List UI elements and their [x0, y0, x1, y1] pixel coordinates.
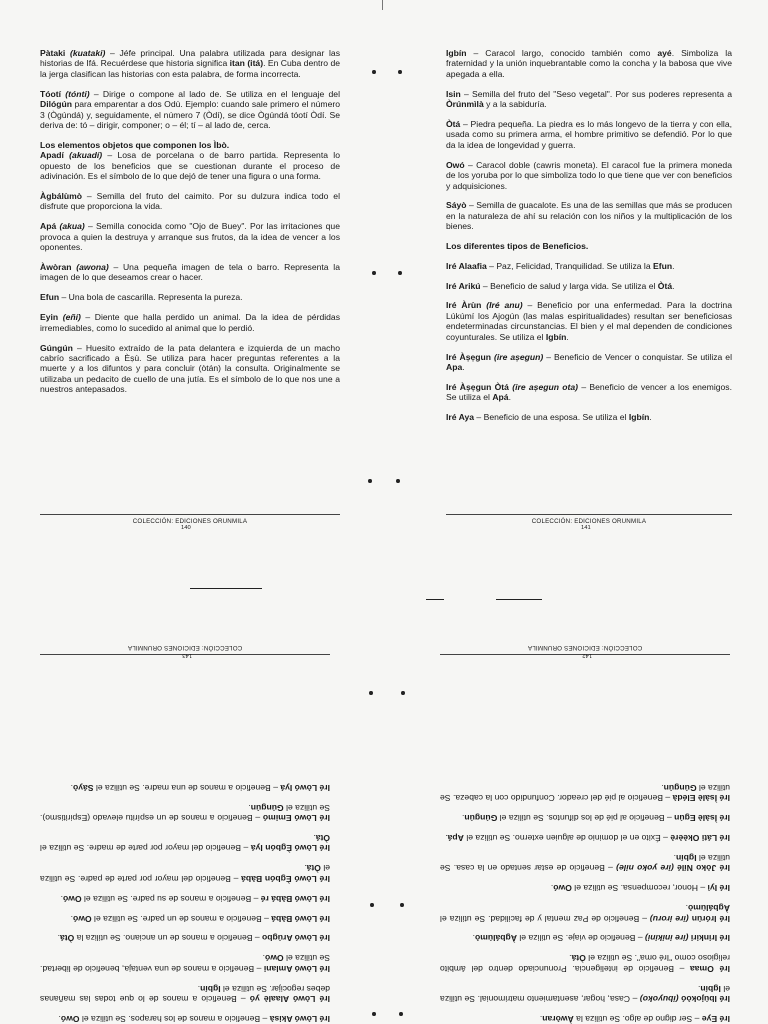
entry-term: Iré Àṣẹgun Òtá: [446, 381, 509, 392]
binder-hole: [372, 1012, 376, 1016]
glossary-entry: [40, 833, 330, 854]
entry-term: Iré Alaafia: [446, 260, 487, 271]
entry-term: Iré Àrùn: [446, 300, 482, 311]
glossary-entry: [40, 983, 330, 1004]
entry-alias: (tónti): [61, 88, 90, 99]
entry-definition: – Semilla del fruto del "Seso vegetal". Por sus poderes representa a: [460, 88, 732, 99]
entry-definition: – Beneficio de viaje. Se utiliza el: [516, 933, 645, 944]
entry-definition: – Beneficio a manos de los harapos. Se utiliza el: [79, 1014, 270, 1024]
entry-term: Iré Lòwó Bàbá ré: [260, 893, 330, 904]
entry-reference: Òtá: [657, 280, 673, 291]
entry-tail: .: [685, 903, 688, 914]
entry-term: Àwòran: [40, 262, 72, 272]
page-number: 143: [182, 652, 192, 658]
entry-alias: (akuadí): [63, 150, 103, 161]
glossary-entry: [40, 863, 330, 884]
page-number: 142: [582, 652, 592, 658]
entry-definition: – Ser digno de algo. Se utiliza la: [573, 1014, 702, 1024]
entry-tail: .: [661, 782, 664, 793]
entry-tail: .: [539, 1014, 543, 1024]
binder-hole: [370, 903, 374, 907]
entry-reference: itan (itá): [229, 58, 264, 69]
entry-reference: Sáyò: [72, 782, 94, 793]
glossary-entry: [40, 191, 340, 212]
entry-tail: y a la sabiduría.: [483, 99, 547, 110]
glossary-entry: [40, 933, 330, 943]
entry-reference: Apa: [446, 361, 463, 372]
footer-collection: COLECCIÓN: EDICIONES ORUNMILA: [127, 644, 243, 651]
entry-tail: .: [313, 833, 316, 844]
entry-alias: (eñí): [58, 312, 81, 323]
scan-dash: [496, 599, 542, 600]
entry-term: Iré Ibùjokòó: [681, 994, 730, 1005]
page-142-inverted: [440, 640, 730, 1024]
glossary-entry: [446, 160, 732, 191]
entry-term: Iré Ìsàlè Egún: [674, 813, 730, 824]
entry-reference: Gúngún: [663, 782, 697, 793]
entry-tail: .: [569, 953, 572, 964]
entry-alias: (ire iroru): [649, 913, 692, 924]
section-heading: Los diferentes tipos de Beneficios.: [446, 241, 589, 252]
entry-tail: .: [197, 983, 201, 994]
entry-term: Iré Lòwó Ègbón Iyá: [250, 843, 330, 854]
glossary-entry: [40, 221, 340, 252]
entry-term: Iré Lòwó Amlani: [263, 963, 330, 974]
binder-hole: [401, 691, 405, 695]
entry-definition: – Beneficio al pié de los difuntos. Se utiliza el: [497, 813, 675, 824]
glossary-entry: [40, 802, 330, 823]
entry-reference: Àgbálùmò: [474, 933, 517, 944]
entry-definition: – Beneficio del mayor por parte de padre. Se utiliza el: [40, 863, 330, 884]
entry-alias: (ibuyoko): [639, 994, 682, 1005]
entry-tail: .: [698, 983, 701, 994]
entry-reference: Gúngún: [250, 802, 284, 813]
scan-dash: [190, 588, 262, 589]
page-number: 140: [181, 525, 191, 531]
entry-reference: Igbín: [628, 412, 650, 423]
entry-tail: .: [60, 893, 63, 904]
entry-tail: .: [673, 852, 677, 863]
glossary-entry: [446, 89, 732, 110]
entry-tail: .: [472, 933, 475, 944]
entry-term: Iré Lòwó Akisà: [269, 1014, 330, 1024]
entry-term: Iré Irinkiri: [690, 933, 730, 944]
entry-alias: (ire aṣegun ota): [508, 381, 579, 392]
entry-definition: – Beneficio de salud y larga vida. Se utiliza el: [480, 280, 658, 291]
entry-tail: .: [672, 260, 675, 271]
entry-definition: – Beneficio de vencer a los enemigos. Se utiliza el: [446, 381, 732, 403]
entry-reference: Àgbálùmò: [687, 903, 730, 914]
entry-term: Àgbálùmò: [40, 190, 83, 201]
entry-alias: (ire aṣegun): [491, 351, 544, 362]
entry-reference: Igbín: [200, 983, 221, 994]
entry-definition: – Beneficio del mayor por parte de madre. Se utiliza el: [40, 843, 251, 854]
entry-term: Iré Iyì: [707, 883, 730, 894]
entry-reference: Igbín: [545, 331, 567, 342]
entry-reference: Igbín: [676, 852, 697, 863]
glossary-entry: [40, 292, 340, 302]
entry-tail: .: [304, 863, 307, 874]
entry-definition: – Honor, recompensa. Se utiliza el: [571, 883, 708, 894]
entry-definition: – Beneficio a manos de un espíritu elevado (Espiritismo). Se utiliza el: [40, 802, 330, 824]
entry-tail: .: [70, 782, 73, 793]
glossary-entry: [440, 833, 730, 843]
entry-reference: Apá: [492, 392, 509, 403]
entry-term: Iré Lòwó Iyá: [280, 782, 330, 793]
entry-definition: – Una bola de cascarilla. Representa la pureza.: [59, 292, 243, 303]
glossary-entry: [446, 300, 732, 342]
entry-reference: Àwòran: [542, 1014, 574, 1024]
entry-tail: .: [58, 1014, 61, 1024]
entry-tail: . En Cuba dentro de la jerga clasifican las historias con esta palabra, de forma incorrecta.: [40, 58, 340, 79]
entry-reference: Òrúnmìlà: [446, 99, 484, 110]
entry-term: Apá: [40, 221, 57, 232]
entry-definition: – Diente que halla perdido un animal. Da la idea de pérdidas irremediables, como lo sucedido al animal que lo perdió.: [40, 312, 340, 333]
page-143-inverted: [40, 640, 330, 1024]
glossary-entry: [440, 903, 730, 924]
entry-tail: .: [462, 813, 465, 824]
glossary-entry: [440, 853, 730, 874]
entry-term: Iré Láti Okèèrè: [670, 833, 730, 844]
entry-alias: (ire inikini): [644, 933, 691, 944]
glossary-entry: [446, 200, 732, 231]
entry-definition: – Caracol largo, conocido también como: [466, 48, 658, 58]
glossary-entry: [440, 1014, 730, 1024]
entry-reference: Òtá: [306, 863, 321, 874]
entry-definition: – Beneficio a manos de un padre. Se utiliza el: [91, 913, 272, 924]
entry-definition: – Paz, Felicidad, Tranquilidad. Se utiliza la: [486, 260, 654, 271]
entry-term: Gúngún: [40, 342, 73, 353]
glossary-entry: [40, 893, 330, 903]
entry-term: Owó: [446, 159, 465, 170]
entry-reference: Owó: [73, 913, 92, 924]
section-heading: Los elementos objetos que componen los Ìbò.: [40, 139, 230, 150]
glossary-entry: [440, 953, 730, 974]
binder-hole: [400, 903, 404, 907]
entry-term: Iré Jòko Nílé: [677, 863, 730, 874]
entry-alias: (awona): [71, 262, 109, 272]
entry-definition: – Beneficio a manos de su padre. Se utiliza el: [81, 893, 261, 904]
entry-definition: – Semilla del fruto del caimito. Por su dulzura indica todo el disfrute que proporciona la vida.: [40, 190, 340, 212]
glossary-entry: [446, 412, 732, 422]
entry-definition: – Beneficio por una enfermedad. Para la doctrina Lúkúmí los Ajogún (las malas espiritualidades) resultan ser beneficiosas endeterminadas circunstancias. El bien y el mal dependen de condiciones coyunturales. Se utiliza el: [446, 300, 732, 342]
binder-hole: [399, 1012, 403, 1016]
binder-hole: [368, 479, 372, 483]
entry-definition: – Semilla conocida como "Ojo de Buey". Por las irritaciones que provoca a quien la destruya y arranque sus frutos, da la idea de vencer a los oponentes.: [40, 221, 340, 253]
entry-term: Sáyò: [446, 200, 467, 211]
footer-collection: COLECCIÓN: EDICIONES ORUNMILA: [531, 518, 647, 525]
glossary-entry: [40, 913, 330, 923]
entry-reference: Òtá: [315, 833, 330, 844]
entry-definition: – Beneficio a manos de una ventaja, beneficio de libertad. Se utiliza el: [40, 953, 330, 974]
binder-hole: [369, 691, 373, 695]
entry-tail: .: [445, 833, 448, 844]
glossary-entry: [40, 48, 340, 79]
entry-alias: (kuataki): [65, 48, 106, 58]
entry-definition: – Beneficio de una esposa. Se utiliza el: [474, 412, 629, 423]
entry-reference: Owó: [60, 1014, 80, 1024]
glossary-entry: [40, 953, 330, 974]
entry-reference: Owó: [553, 883, 572, 894]
entry-definition: – Beneficio a manos de un anciano. Se utiliza la: [74, 933, 263, 944]
entry-definition: – Beneficio de Vencer o conquistar. Se utiliza el: [543, 351, 732, 362]
glossary-entry: [40, 1014, 330, 1024]
page-140: [40, 48, 340, 558]
entry-tail: .: [70, 913, 73, 924]
entry-reference: Gúngún: [464, 813, 498, 824]
footer-collection: COLECCIÓN: EDICIONES ORUNMILA: [132, 518, 248, 525]
entry-reference: Òtá: [59, 933, 75, 944]
entry-definition: – Una pequeña imagen de tela o barro. Representa la imagen de lo que deseamos crear o hacer.: [40, 262, 340, 283]
entry-reference: Owó: [265, 953, 284, 964]
glossary-entry: [440, 782, 730, 803]
entry-term: Iré Lòwó Emimó: [262, 813, 330, 824]
entry-term: Iré Aya: [446, 412, 475, 423]
entry-definition: – Beneficio de inteligencia. Pronunciado dentro del ámbito religioso como "Iré oma". Se utiliza el: [440, 953, 730, 974]
entry-reference: Igbín: [700, 983, 721, 994]
entry-tail: .: [262, 953, 266, 964]
glossary-entry: [440, 983, 730, 1004]
entry-definition: – Éxito en el dominio de alguien externo. Se utiliza el: [463, 833, 671, 844]
footer-rule: [446, 514, 732, 515]
entry-term: Tóotí: [40, 88, 61, 99]
entries-column: [40, 48, 340, 404]
entry-tail: .: [462, 361, 465, 372]
glossary-entry: [40, 262, 340, 283]
entry-tail: .: [672, 280, 675, 291]
footer-collection: COLECCIÓN: EDICIONES ORUNMILA: [527, 644, 643, 651]
scan-dash: [426, 599, 444, 600]
entry-definition: – Piedra pequeña. La piedra es lo más longevo de la tierra y con ella, usada como su primera arma, el hombre primitivo se defendió. Por lo que da la idea de longevidad y guerra.: [446, 119, 732, 150]
binder-hole: [398, 70, 402, 74]
entries-column: [446, 48, 732, 432]
entry-term: Iré Àṣẹgun: [446, 351, 491, 362]
binder-hole: [398, 271, 402, 275]
glossary-entry: [40, 782, 330, 792]
glossary-entry: [446, 261, 732, 271]
entry-term: Pàtaki: [40, 48, 66, 58]
entry-term: Iré Irórùn: [691, 913, 730, 924]
entry-tail: .: [566, 331, 569, 342]
entry-reference: Efun: [653, 260, 673, 271]
entry-reference: Òtá: [571, 953, 586, 964]
entry-alias: (akua): [56, 221, 85, 232]
entry-term: Apadí: [40, 150, 64, 161]
page-141: [446, 48, 732, 558]
entry-term: Isin: [446, 88, 461, 99]
entry-term: Òtá: [446, 119, 461, 130]
entry-definition: – Dirige o compone al lado de. Se utiliza en el lenguaje del: [89, 88, 340, 99]
entry-reference: Apá: [447, 833, 464, 844]
entry-definition: – Caracol doble (cawris moneta). El caracol fue la primera moneda de los yoruba por lo que simboliza todo lo que tiene que ver con beneficios y adquisiciones.: [446, 159, 732, 191]
entry-alias: (ire yoko nile): [616, 863, 678, 874]
entry-tail: .: [57, 933, 60, 944]
entry-definition: – Casa, hogar, asentamiento matrimonial. Se utiliza el: [440, 983, 730, 1005]
glossary-entry: [40, 89, 340, 131]
entry-tail: .: [649, 412, 652, 423]
entry-definition: – Huesito extraído de la pata delantera e izquierda de un macho cabrío sacrificado a Èṣù. Se utiliza para hacer preguntas referentes a la muerte y a los difuntos y para concluir (òtán) la consulta. Originalmente se utilizaba un pedacito de cuello de una jutía. Es el símbolo de lo que nos une a nuestros antepasados.: [40, 342, 340, 395]
entry-tail: .: [550, 883, 554, 894]
footer-rule: [40, 514, 340, 515]
glossary-entry: [446, 48, 732, 79]
entry-definition: – Losa de porcelana o de barro partida. Representa lo opuesto de los beneficios que se cuestionan durante el proceso de adivinación. Es el símbolo de lo que dejó de tener una figura o una forma.: [40, 150, 340, 182]
entry-definition: – Beneficio de estar sentado en la casa. Se utiliza el: [440, 852, 730, 874]
scan-tick: [382, 0, 383, 10]
page-number: 141: [581, 525, 591, 531]
glossary-entry: [440, 933, 730, 943]
entries-column: [440, 773, 730, 1024]
entries-column: [40, 773, 330, 1024]
entry-definition: – Beneficio de Paz mental y de facilidad. Se utiliza el: [440, 913, 650, 924]
entry-term: Iré Omaa: [689, 963, 730, 974]
entry-term: Iré Lòwó Alaalè yó: [249, 994, 330, 1005]
entry-tail: .: [248, 802, 251, 813]
entry-reference: ayé: [657, 48, 672, 58]
glossary-entry: [446, 352, 732, 373]
binder-hole: [396, 479, 400, 483]
entry-tail: .: [508, 392, 511, 403]
glossary-entry: [40, 312, 340, 333]
binder-hole: [372, 70, 376, 74]
entry-term: Iré Lòwó Arúgbo: [262, 933, 330, 944]
entry-reference: Owó: [62, 893, 82, 904]
glossary-entry: [446, 382, 732, 403]
entry-definition: – Semilla de guacalote. Es una de las semillas que más se producen en la naturaleza de ahí su relación con los niños y la multiplicación de los bienes.: [446, 200, 732, 232]
entry-tail: . Simboliza la fraternidad y la unión inquebrantable como la concha y la babosa que vive apegada a ella.: [446, 48, 732, 79]
binder-hole: [372, 271, 376, 275]
entry-definition: – Beneficio a manos de una madre. Se utiliza el: [93, 782, 281, 793]
entry-tail: para emparentar a dos Odù. Ejemplo: cuando sale primero el número 3 (Ògúndá) y, seguidamente, el número 7 (Òdí), se dice Ògúndá tóotí Òdí. Se deriva de: tó – dirigir, componer; o – él; tí – al lado de, cerca.: [40, 99, 340, 130]
entry-term: Iré Lòwó Bàbá: [271, 913, 330, 924]
entry-term: Igbín: [446, 48, 467, 58]
entry-term: Efun: [40, 292, 60, 303]
glossary-entry: [446, 281, 732, 291]
entry-definition: – Jéfe principal. Una palabra utilizada para designar las historias de Ifá. Recuérdese que historia significa: [40, 48, 340, 69]
entry-term: Iré Eye: [701, 1014, 730, 1024]
glossary-entry: [446, 119, 732, 150]
glossary-entry: [40, 150, 340, 181]
glossary-entry: [40, 343, 340, 395]
entry-alias: (Iré anu): [481, 300, 523, 311]
entry-term: Iré Ìsàlè Elédà: [672, 793, 730, 804]
entry-reference: Dilógún: [40, 99, 72, 110]
glossary-entry: [440, 883, 730, 893]
entry-term: Iré Arikú: [446, 280, 481, 291]
entry-term: Eyin: [40, 312, 59, 323]
entry-term: Iré Lòwó Ègbón Bàbá: [241, 873, 330, 884]
entry-definition: – Beneficio al pié del creador. Confundido con la cabeza. Se utiliza el: [440, 782, 730, 804]
entry-definition: – Beneficio a manos de lo que todas las mañanas debes regocijar. Se utiliza el: [40, 983, 330, 1005]
glossary-entry: [440, 813, 730, 823]
